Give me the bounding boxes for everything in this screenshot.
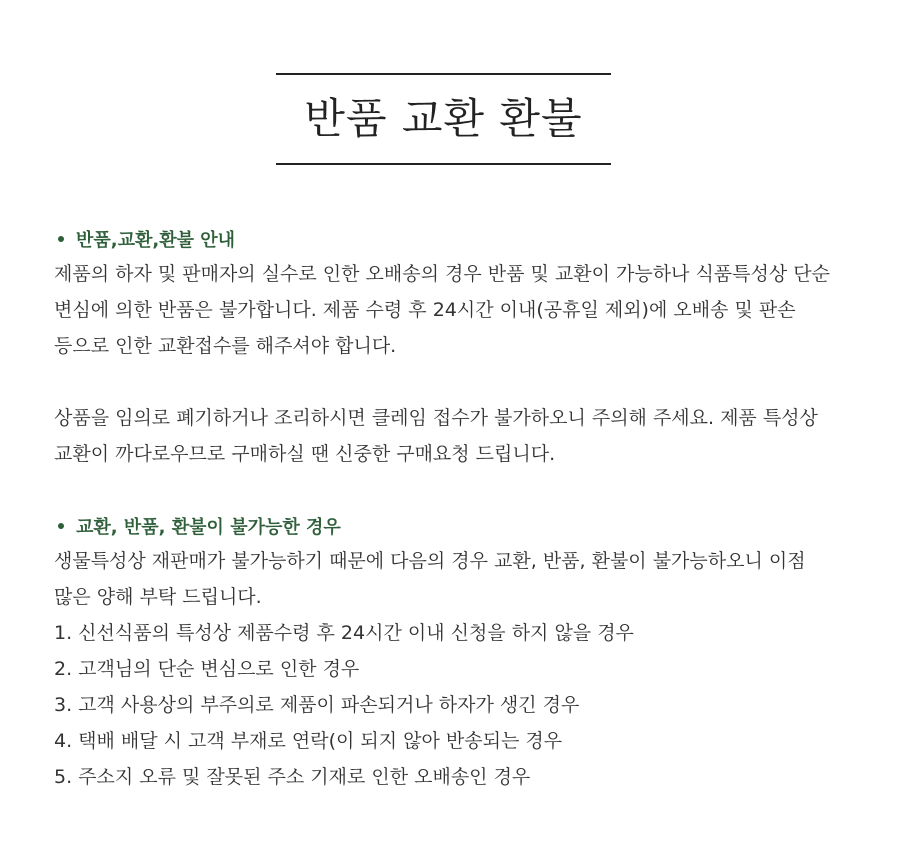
section-guide [54,226,874,472]
list-item: 3. 고객 사용상의 부주의로 제품이 파손되거나 하자가 생긴 경우 [54,694,580,716]
not-allowed-list [54,615,874,795]
bullet-icon [58,236,64,242]
paragraph-line: 상품을 임의로 폐기하거나 조리하시면 클레임 접수가 불가하오니 주의해 주세요. 제품 특성상 [54,407,818,429]
section-heading-guide [58,226,874,252]
guide-paragraph-2 [54,400,874,472]
title-box [276,73,611,165]
section-heading-label: 반품,교환,환불 안내 [76,230,236,251]
not-allowed-intro [54,543,874,615]
page-title: 반품 교환 환불 [304,94,583,143]
paragraph-line: 변심에 의한 반품은 불가합니다. 제품 수령 후 24시간 이내(공휴일 제외)에 오배송 및 판손 [54,299,796,321]
list-item: 4. 택배 배달 시 고객 부재로 연락(이 되지 않아 반송되는 경우 [54,730,563,752]
paragraph-line: 등으로 인한 교환접수를 해주셔야 합니다. [54,335,397,357]
bullet-icon [58,523,64,529]
paragraph-line: 제품의 하자 및 판매자의 실수로 인한 오배송의 경우 반품 및 교환이 가능하나 식품특성상 단순 [54,263,830,285]
section-heading-label: 교환, 반품, 환불이 불가능한 경우 [76,517,341,538]
section-not-allowed [54,513,874,795]
list-item: 2. 고객님의 단순 변심으로 인한 경우 [54,658,360,680]
list-item: 1. 신선식품의 특성상 제품수령 후 24시간 이내 신청을 하지 않을 경우 [54,622,634,644]
paragraph-line: 교환이 까다로우므로 구매하실 땐 신중한 구매요청 드립니다. [54,443,556,465]
paragraph-line: 많은 양해 부탁 드립니다. [54,586,262,608]
section-heading-not-allowed [58,513,874,539]
paragraph-line: 생물특성상 재판매가 불가능하기 때문에 다음의 경우 교환, 반품, 환불이 불가능하오니 이점 [54,550,806,572]
guide-paragraph-1 [54,256,874,364]
list-item: 5. 주소지 오류 및 잘못된 주소 기재로 인한 오배송인 경우 [54,766,531,788]
